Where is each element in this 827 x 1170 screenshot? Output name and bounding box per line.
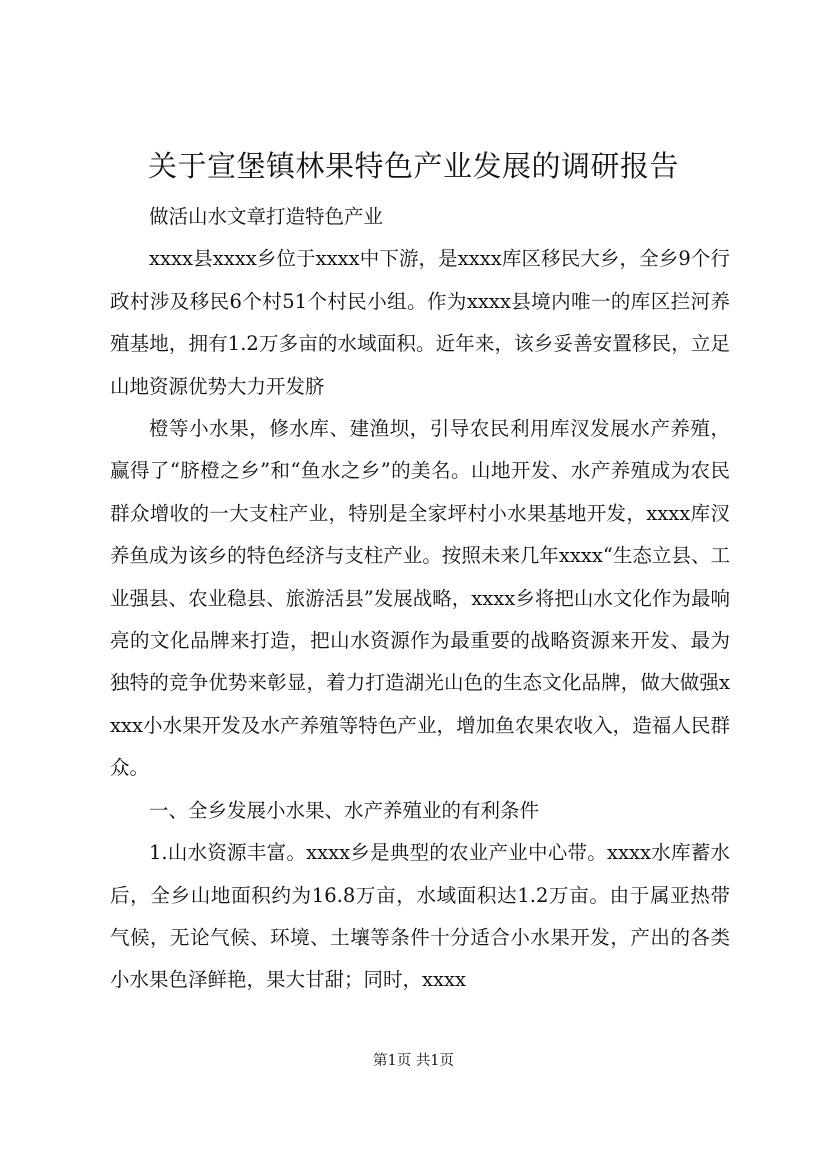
resources-paragraph: 1.山水资源丰富。xxxx乡是典型的农业产业中心带。xxxx水库蓄水后，全乡山地面积约为16.8万亩，水域面积达1.2万亩。由于属亚热带气候，无论气候、环境、土壤等条件十分适合小水果开发，产出的各类小水果色泽鲜艳，果大甘甜；同时，xxxx (110, 841, 730, 992)
section-heading: 一、全乡发展小水果、水产养殖业的有利条件 (149, 798, 540, 822)
document-title: 关于宣堡镇林果特色产业发展的调研报告 (147, 149, 679, 183)
page-number-footer: 第1页 共1页 (372, 1053, 455, 1069)
document-body (110, 196, 730, 1002)
intro-paragraph: xxxx县xxxx乡位于xxxx中下游，是xxxx库区移民大乡，全乡9个行政村涉及移民6个村51个村民小组。作为xxxx县境内唯一的库区拦河养殖基地，拥有1.2万多亩的水域面积。近年来，该乡妥善安置移民，立足山地资源优势大力开发脐 (110, 247, 730, 398)
subtitle-paragraph: 做活山水文章打造特色产业 (149, 205, 384, 228)
development-paragraph: 橙等小水果，修水库、建渔坝，引导农民利用库汊发展水产养殖，赢得了“脐橙之乡”和“鱼水之乡”的美名。山地开发、水产养殖成为农民群众增收的一大支柱产业，特别是全家坪村小水果基地开发，xxxx库汊养鱼成为该乡的特色经济与支柱产业。按照未来几年xxxx“生态立县、工业强县、农业稳县、旅游活县”发展战略，xxxx乡将把山水文化作为最响亮的文化品牌来打造，把山水资源作为最重要的战略资源来开发、最为独特的竞争优势来彰显，着力打造湖光山色的生态文化品牌，做大做强xxxx小水果开发及水产养殖等特色产业，增加鱼农果农收入，造福人民群众。 (110, 417, 730, 780)
